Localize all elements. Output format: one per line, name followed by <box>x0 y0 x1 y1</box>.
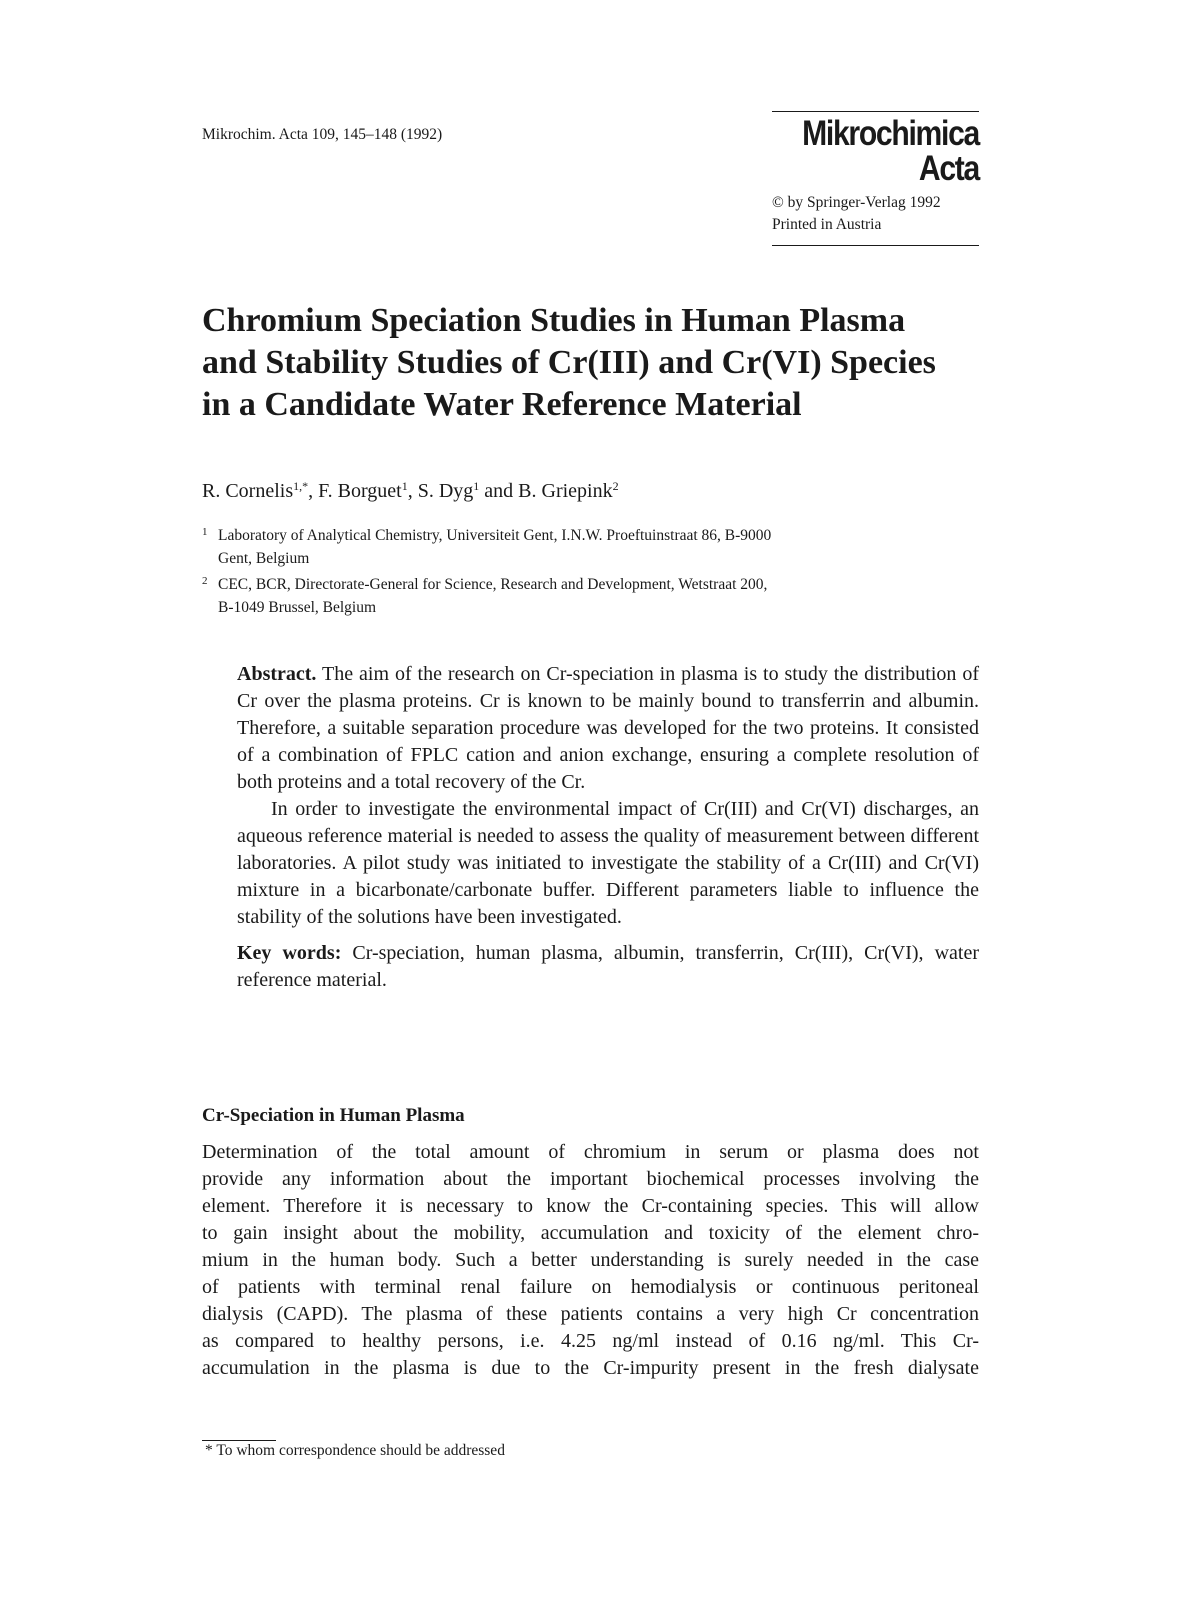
author-affiliation-mark: 2 <box>612 479 619 493</box>
corresponding-author-mark: * <box>302 479 309 493</box>
copyright-notice <box>772 192 979 236</box>
keywords-label: Key words: <box>237 942 342 964</box>
body-line: dialysis (CAPD). The plasma of these patients contains a very high Cr concentration <box>202 1303 979 1325</box>
footnote-rule <box>202 1440 276 1441</box>
affiliation <box>202 524 932 570</box>
journal-citation: Mikrochim. Acta 109, 145–148 (1992) <box>202 126 443 143</box>
body-line: to gain insight about the mobility, accumulation and toxicity of the element chro- <box>202 1222 979 1244</box>
affiliation-line: B-1049 Brussel, Belgium <box>218 599 377 616</box>
journal-logo <box>801 116 979 186</box>
abstract <box>237 661 979 994</box>
author-name: , S. Dyg <box>407 480 474 502</box>
body-line: as compared to healthy persons, i.e. 4.25 ng/ml instead of 0.16 ng/ml. This Cr- <box>202 1330 979 1352</box>
body-paragraph <box>202 1139 979 1382</box>
affiliation-line: CEC, BCR, Directorate-General for Science, Research and Development, Wetstraat 200, <box>218 576 768 593</box>
abstract-text: The aim of the research on Cr-speciation in plasma is to study the distribution of Cr over the plasma proteins. Cr is known to be mainly bound to transferrin and albumin. Therefore, a suitable separation procedure was developed for the two proteins. It consisted of a combination of FPLC cation and anion exchange, ensuring a complete resolution of both proteins and a total recovery of the Cr. <box>237 663 979 793</box>
journal-logo-line1: Mikrochimica <box>802 114 979 153</box>
masthead-bottom-rule <box>772 245 979 246</box>
journal-logo-line2: Acta <box>918 149 979 188</box>
author-affiliation-mark: 1 <box>401 479 408 493</box>
author-name: , F. Borguet <box>308 480 402 502</box>
title-line: in a Candidate Water Reference Material <box>202 386 802 423</box>
title-line: and Stability Studies of Cr(III) and Cr(VI) Species <box>202 344 936 381</box>
abstract-label: Abstract. <box>237 663 317 685</box>
printed-line: Printed in Austria <box>772 216 882 233</box>
body-line: of patients with terminal renal failure on hemodialysis or continuous peritoneal <box>202 1276 979 1298</box>
affiliation-line: Laboratory of Analytical Chemistry, Universiteit Gent, I.N.W. Proeftuinstraat 86, B-9000 <box>218 527 772 544</box>
footnote: * To whom correspondence should be addressed <box>205 1442 505 1459</box>
abstract-paragraph: In order to investigate the environmental impact of Cr(III) and Cr(VI) discharges, an aqueous reference material is needed to assess the quality of measurement between different laboratories. A pilot study was initiated to investigate the stability of a Cr(III) and Cr(VI) mixture in a bicarbonate/carbonate buffer. Different parameters liable to influence the stability of the solutions have been investigated. <box>237 798 979 928</box>
author-affiliation-mark: 1 <box>473 479 480 493</box>
masthead-top-rule <box>772 111 979 112</box>
affiliation-number: 2 <box>202 575 208 587</box>
body-line: provide any information about the important biochemical processes involving the <box>202 1168 979 1190</box>
body-line: Determination of the total amount of chromium in serum or plasma does not <box>202 1141 979 1163</box>
paper-title <box>202 300 1002 426</box>
body-line: element. Therefore it is necessary to know the Cr-containing species. This will allow <box>202 1195 979 1217</box>
abstract-paragraph <box>237 661 979 796</box>
affiliation <box>202 573 932 619</box>
author-name: R. Cornelis <box>202 480 294 502</box>
keywords <box>237 940 979 994</box>
title-line: Chromium Speciation Studies in Human Plasma <box>202 302 906 339</box>
body-line: accumulation in the plasma is due to the Cr-impurity present in the fresh dialysate <box>202 1357 979 1379</box>
author-affiliation-mark: 1, <box>293 479 303 493</box>
keywords-text: Cr-speciation, human plasma, albumin, transferrin, Cr(III), Cr(VI), water reference material. <box>237 942 979 991</box>
author-list <box>202 480 619 503</box>
copyright-line: © by Springer-Verlag 1992 <box>772 194 941 211</box>
journal-masthead <box>772 111 979 246</box>
body-line: mium in the human body. Such a better understanding is surely needed in the case <box>202 1249 979 1271</box>
affiliation-line: Gent, Belgium <box>218 550 310 567</box>
affiliation-number: 1 <box>202 526 208 538</box>
author-name: and B. Griepink <box>479 480 613 502</box>
section-heading: Cr-Speciation in Human Plasma <box>202 1105 465 1126</box>
